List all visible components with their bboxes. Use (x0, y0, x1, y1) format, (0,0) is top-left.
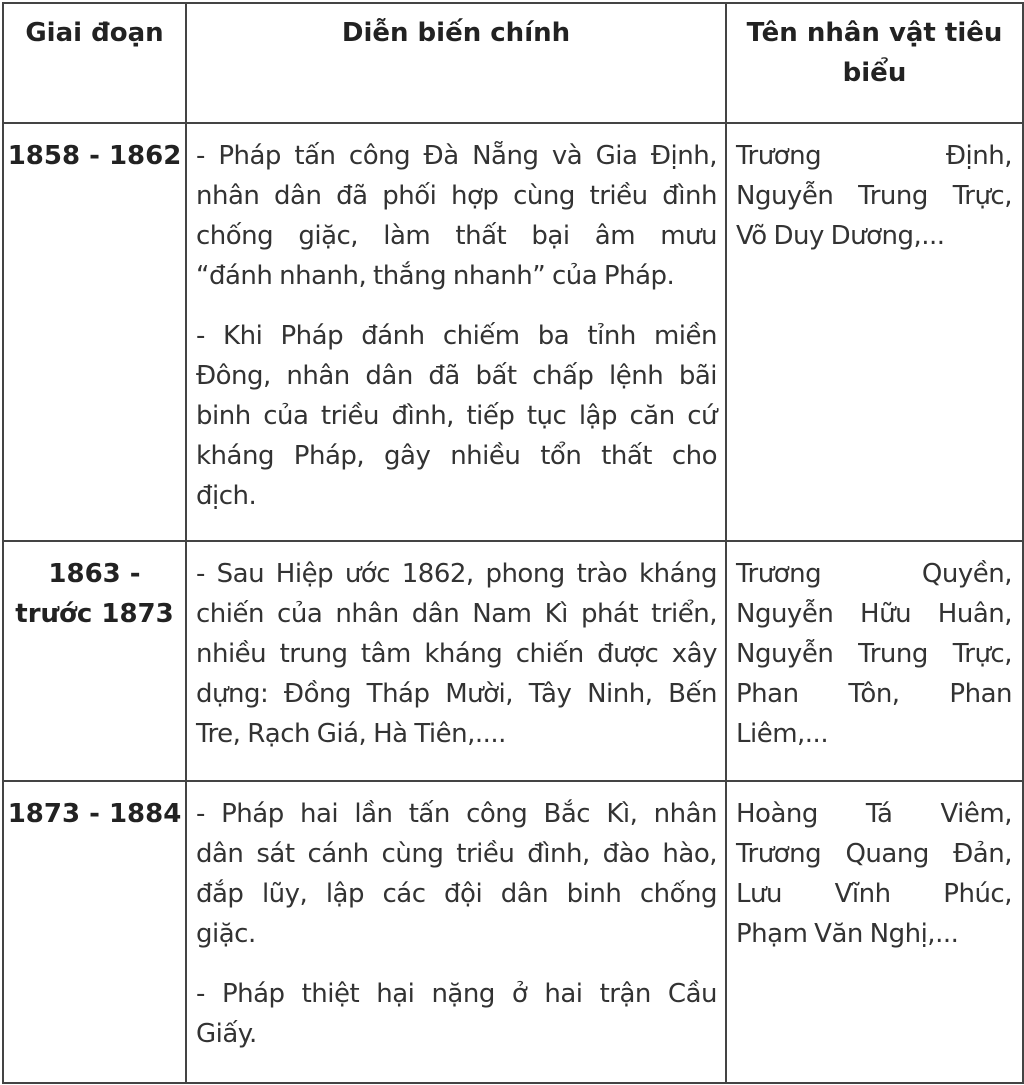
text-line: Phan Tôn, Phan (736, 679, 1012, 709)
text-line: Liêm,... (736, 719, 829, 749)
people-list (736, 136, 1012, 256)
event-paragraph (196, 554, 717, 754)
text-line: Giấy. (196, 1019, 257, 1049)
table-row (3, 541, 1023, 781)
text-line: binh của triều đình, tiếp tục lập căn cứ (196, 401, 717, 431)
text-line: Đông, nhân dân đã bất chấp lệnh bãi (196, 361, 717, 391)
text-line: Võ Duy Dương,... (736, 221, 945, 251)
text-line: Tre, Rạch Giá, Hà Tiên,.... (196, 719, 506, 749)
period-cell (3, 541, 186, 781)
period-line: 1858 - 1862 (7, 141, 182, 171)
text-line: địch. (196, 481, 257, 511)
text-line: “đánh nhanh, thắng nhanh” của Pháp. (196, 261, 675, 291)
event-paragraph (196, 316, 717, 516)
text-line: Hoàng Tá Viêm, (736, 799, 1012, 829)
period-line: 1863 - (48, 559, 141, 589)
period-line: trước 1873 (15, 599, 174, 629)
text-line: đắp lũy, lập các đội dân binh chống (196, 879, 717, 909)
text-line: chống giặc, làm thất bại âm mưu (196, 221, 717, 251)
text-line: - Pháp tấn công Đà Nẵng và Gia Định, (196, 141, 717, 171)
text-line: nhân dân đã phối hợp cùng triều đình (196, 181, 717, 211)
header-people (726, 3, 1023, 123)
text-line: - Sau Hiệp ước 1862, phong trào kháng (196, 559, 717, 589)
text-line: Trương Định, (736, 141, 1012, 171)
header-people-line: biểu (842, 58, 907, 88)
text-line: Trương Quang Đản, (736, 839, 1012, 869)
text-line: - Pháp hai lần tấn công Bắc Kì, nhân (196, 799, 717, 829)
text-line: Lưu Vĩnh Phúc, (736, 879, 1012, 909)
table-row (3, 123, 1023, 541)
people-list (736, 554, 1012, 754)
text-line: Nguyễn Trung Trực, (736, 639, 1012, 669)
event-paragraph (196, 136, 717, 296)
text-line: nhiều trung tâm kháng chiến được xây (196, 639, 717, 669)
text-line: dựng: Đồng Tháp Mười, Tây Ninh, Bến (196, 679, 717, 709)
text-line: - Khi Pháp đánh chiếm ba tỉnh miền (196, 321, 717, 351)
text-line: dân sát cánh cùng triều đình, đào hào, (196, 839, 717, 869)
table-row (3, 781, 1023, 1083)
people-cell (726, 123, 1023, 541)
text-line: Nguyễn Trung Trực, (736, 181, 1012, 211)
people-list (736, 794, 1012, 954)
period-cell (3, 123, 186, 541)
text-line: Phạm Văn Nghị,... (736, 919, 959, 949)
header-events: Diễn biến chính (186, 3, 726, 123)
text-line: - Pháp thiệt hại nặng ở hai trận Cầu (196, 979, 717, 1009)
people-cell (726, 541, 1023, 781)
events-cell (186, 123, 726, 541)
text-line: Nguyễn Hữu Huân, (736, 599, 1012, 629)
period-line: 1873 - 1884 (7, 799, 182, 829)
events-cell (186, 781, 726, 1083)
text-line: Trương Quyền, (736, 559, 1012, 589)
event-paragraph (196, 974, 717, 1054)
history-table (2, 2, 1024, 1084)
period-cell (3, 781, 186, 1083)
event-paragraph (196, 794, 717, 954)
header-people-line: Tên nhân vật tiêu (746, 18, 1003, 48)
text-line: giặc. (196, 919, 256, 949)
table-header-row (3, 3, 1023, 123)
people-cell (726, 781, 1023, 1083)
events-cell (186, 541, 726, 781)
text-line: chiến của nhân dân Nam Kì phát triển, (196, 599, 717, 629)
text-line: kháng Pháp, gây nhiều tổn thất cho (196, 441, 717, 471)
header-period: Giai đoạn (3, 3, 186, 123)
